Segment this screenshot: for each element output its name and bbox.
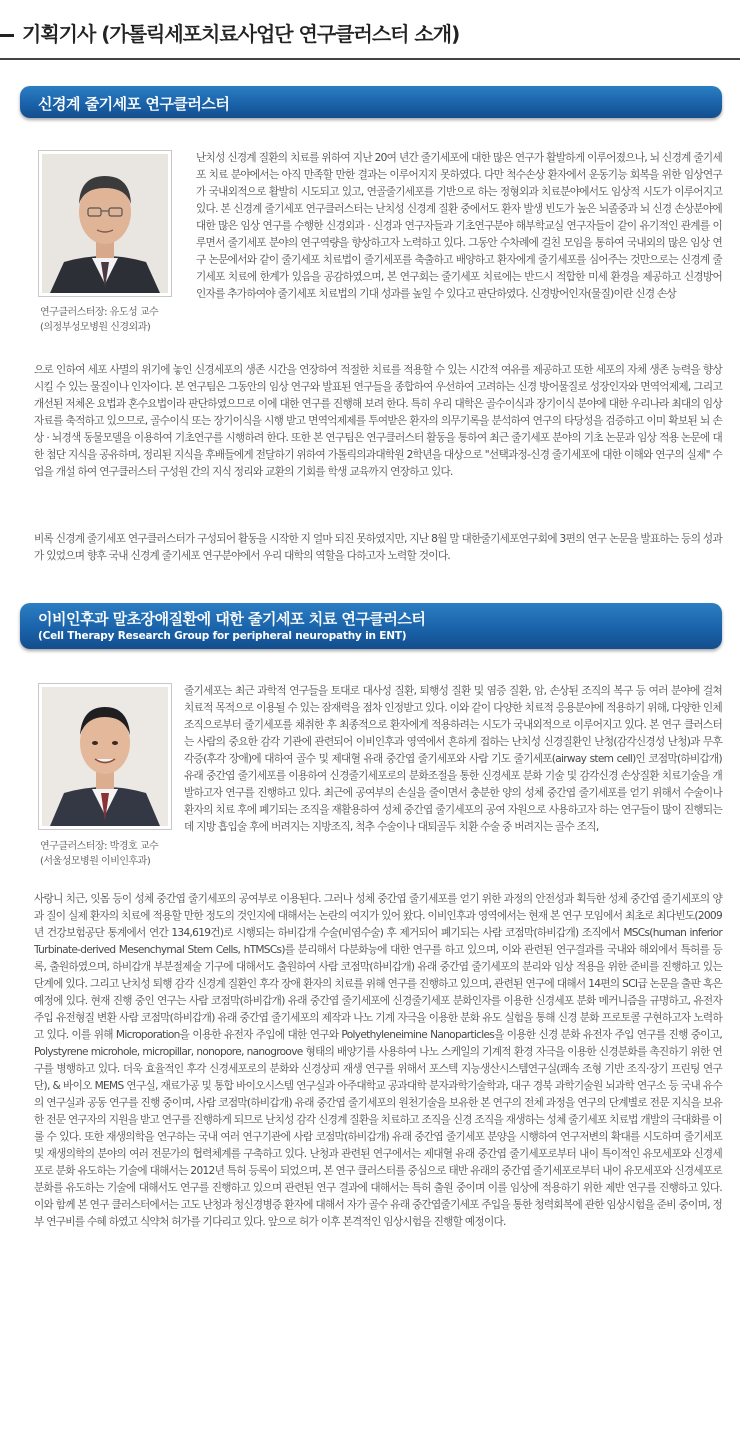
caption-affiliation: (서울성모병원 이비인후과) xyxy=(40,856,151,867)
page-title-text: 기획기사 (가톨릭세포치료사업단 연구클러스터 소개) xyxy=(22,22,460,46)
section2-side-paragraph: 줄기세포는 최근 과학적 연구들을 토대로 대사성 질환, 퇴행성 질환 및 염증 질환, 암, 손상된 조직의 복구 등 여러 분야에 걸쳐 치료적 목적으로 이용될 수 있는 잠재력을 점차 인정받고 있다. 이와 같이 다양한 치료적 응용분야에 적용하기 위해, 다양한 인체조직으로부터 줄기세포를 채취한 후 최종적으로 환자에게 적용하려는 시도가 국내외적으로 이루어지고 있다. 본 연구 클러스터는 사람의 중요한 감각 기관에 관련되어 이비인후과 영역에서 흔하게 접하는 난치성 신경질환인 난청(감각신경성 난청)과 무후각증(후각 장애)에 대하여 골수 및 제대혈 유래 중간엽 줄기세포와 사람 기도 줄기세포(airway stem cell)인 코점막(하비갑개) 유래 중간엽 줄기세포를 이용하여 신경줄기세포로의 분화조절을 통한 신경세포 분화 기술 및 감각신경 손상질환 치료기술을 개발하고자 연구를 진행하고 있다. 최근에 공여부의 손실을 줄이면서 충분한 양의 성체 중간엽 줄기세포를 얻기 위해서 수술이나 환자의 치료 후에 폐기되는 조직을 재활용하여 성체 중간엽 줄기세포의 공여 자원으로 사용하고자 하는 연구들이 많이 진행되는데 지방 흡입술 후에 버려지는 지방조직, 척추 수술이나 대퇴골두 치환 수술 중 버려지는 골수 조직, xyxy=(184,685,722,833)
title-divider xyxy=(0,58,740,60)
section2-subtitle: (Cell Therapy Research Group for peripheral neuropathy in ENT) xyxy=(38,630,407,642)
title-dash xyxy=(0,34,14,37)
section1-closing-paragraph: 비록 신경계 줄기세포 연구클러스터가 구성되어 활동을 시작한 지 얼마 되진 못하였지만, 지난 8월 말 대한줄기세포연구회에 3편의 연구 논문을 발표하는 등의 성과가 있었으며 향후 국내 신경계 줄기세포 연구분야에서 우리 대학의 역할을 다하고자 노력할 것이다. xyxy=(34,533,722,562)
section2-banner xyxy=(20,603,722,649)
caption-affiliation: (의정부성모병원 신경외과) xyxy=(40,322,151,333)
section1-caption xyxy=(40,305,158,335)
section1-full-paragraph: 으로 인하여 세포 사멸의 위기에 놓인 신경세포의 생존 시간을 연장하여 적절한 치료를 적용할 수 있는 시간적 여유를 제공하고 또한 세포의 자체 생존 능력을 향상시킬 수 있는 물질이나 인자이다. 본 연구팀은 그동안의 임상 연구와 발표된 연구들을 종합하여 우선하여 고려하는 신경 방어물질로 성장인자와 면역억제제, 그리고 개선된 저체온 요법과 혼수요법이라 판단하였으므로 이에 대한 연구를 진행해 보려 한다. 특히 우리 대학은 골수이식과 장기이식 분야에 대한 우리나라 최대의 임상 자료를 축적하고 있으므로, 골수이식 또는 장기이식을 시행 받고 면역억제제를 투여받은 환자의 의무기록을 분석하여 연구의 타당성을 검증하고 이미 확보된 뇌 손상 · 뇌경색 동물모델을 이용하여 기초연구를 시행하려 한다. 또한 본 연구팀은 연구클러스터 활동을 통하여 최근 줄기세포 분야의 기초 논문과 임상 적용 논문에 대한 첨단 지식을 공유하며, 정리된 지식을 후배들에게 전달하기 위하여 가톨릭의과대학원 2학년을 대상으로 "선택과정-신경 줄기세포에 대한 이해와 연구의 실제" 수업을 개설 하여 연구클러스터 구성원 간의 지식 정리와 교환의 기회를 학생 교육까지 연장하고 있다. xyxy=(34,364,722,478)
caption-role: 연구클러스터장: 유도성 교수 xyxy=(40,307,159,318)
portrait-image xyxy=(42,687,168,826)
section2-full-paragraph: 사랑니 치근, 잇몸 등이 성체 중간엽 줄기세포의 공여부로 이용된다. 그러나 성체 중간엽 줄기세포를 얻기 위한 과정의 안전성과 획득한 성체 중간엽 줄기세포의 양과 질이 실제 환자의 치료에 적용할 만한 정도의 것인지에 대해서는 논란의 여지가 있어 왔다. 이비인후과 영역에서는 현재 본 연구 모임에서 최초로 최다빈도(2009년 건강보험공단 통계에서 연간 134,619건)로 시행되는 하비갑개 수술(비염수술) 후 제거되어 폐기되는 사람 코점막(하비갑개) 조직에서 MSCs(human inferior Turbinate-derived Mesenchymal Stem Cells, hTMSCs)를 분리해서 다분화능에 대한 연구를 하고 있으며, 이와 관련된 연구결과를 국내와 해외에서 특허를 등록, 출원하였으며, 하비갑개 부분절제술 기구에 대해서도 출원하여 사람 코점막(하비갑개) 유래 중간엽 줄기세포의 분리와 임상 적용을 위한 준비를 진행하고 있는 단계에 있다. 그리고 난치성 퇴행 감각 신경계 질환인 후각 장애 환자의 치료를 위해 연구를 진행하고 있으며, 관련된 연구에 대해서 14편의 SCI급 논문을 출판 혹은 예정에 있다. 현재 진행 중인 연구는 사람 코점막(하비갑개) 유래 중간엽 줄기세포에 신경줄기세포 분화인자를 이용한 신경세포 분화 메커니즘을 규명하고, 유전자 주입 유전형질 변환 사람 코점막(하비갑개) 유래 중간엽 줄기세포의 제작과 나노 기계 자극을 이용한 분화 유도 실험을 통해 신경 분화 프로토콜 구현하고자 노력하고 있다. 이를 위해 Microporation을 이용한 유전자 주입에 대한 연구와 Polyethyleneimine Nanoparticles을 이용한 신경 분화 유전자 주입 연구를 진행 중이고, Polystyrene microhole, micropillar, nonopore, nanogroove 형태의 배양기를 사용하여 나노 스케일의 기계적 환경 자극을 이용한 신경분화를 촉진하기 위한 연구를 병행하고 있다. 더욱 효율적인 후각 신경세포로의 분화와 신경상피 재생 연구를 위해서 포스텍 지능생산시스템연구실(쾌속 조형 기반 조직·장기 프린팅 연구단), & 바이오 MEMS 연구실, 재료가공 및 통합 바이오시스템 연구실과 아주대학교 공과대학 분자과학기술학과, 대구 경북 과학기술원 뇌과학 연구소 등 국내 유수의 연구실과 공동 연구를 진행 중이며, 사람 코점막(하비갑개) 유래 중간엽 줄기세포의 원천기술을 보유한 본 연구의 전체 과정을 연구의 단계별로 전문 지식을 보유한 전문 연구자의 지원을 받고 연구를 진행하게 되므로 난치성 감각 신경계 질환을 치료하고 조직을 신경 조직을 재생하는 성체 줄기세포 치료법 개발의 극대화를 이룰 수 있다. 또한 재생의학을 연구하는 국내 여러 연구기관에 사람 코점막(하비갑개) 유래 중간엽 줄기세포 분양을 시행하여 연구저변의 확대를 시도하며 줄기세포 및 재생의학의 분야의 여러 전문가의 협력체계를 구축하고 있다. 난청과 관련된 연구에서는 제대혈 유래 중간엽 줄기세포로부터 내이 특이적인 유모세포와 신경세포로 분화 유도하는 기술에 대해서는 2012년 특허 등록이 되었으며, 본 연구 클러스터를 중심으로 태반 유래의 중간엽 줄기세포로부터 내이 유모세포와 신경세포로 분화를 유도하는 기술에 대해서도 연구를 진행하고 있으며 관련된 연구 결과에 대해서는 특허 출원 중이며 이를 임상에 적용하기 위한 제반 연구를 진행하고 있다. 이와 함께 본 연구 클러스터에서는 고도 난청과 청신경병증 환자에 대해서 자가 골수 유래 중간엽줄기세포 주입을 통한 청력회복에 관한 임상시험을 준비 중이며, 정부 연구비를 수혜 하였고 식약처 허가를 기다리고 있다. 앞으로 허가 이후 본격적인 임상시험을 진행할 예정이다. xyxy=(34,893,722,1228)
section1-photo xyxy=(38,150,172,297)
section1-side-paragraph: 난치성 신경계 질환의 치료를 위하여 지난 20여 년간 줄기세포에 대한 많은 연구가 활발하게 이루어졌으나, 뇌 신경계 줄기세포 치료 분야에서는 아직 만족할 만한 결과는 이루어지지 못하였다. 다만 척수손상 환자에서 운동기능 회복을 위한 임상연구가 국내외적으로 활발히 시도되고 있고, 연골줄기세포를 기반으로 하는 정형외과 치료분야에서도 임상적 시도가 이루어지고 있다. 본 신경계 줄기세포 연구클러스터는 난치성 신경계 질환 중에서도 환자 발생 빈도가 높은 뇌졸중과 뇌 신경 손상분야에 대한 많은 임상 연구를 수행한 신경외과 · 신경과 연구자들과 기초연구분야 해부학교실 연구자들이 같이 유기적인 관계를 이루면서 줄기세포 분야의 연구역량을 향상하고자 노력하고 있다. 그동안 수차례에 걸친 모임을 통하여 국내외의 많은 임상 연구 논문에서와 같이 줄기세포 치료법이 줄기세포를 축출하고 배양하고 환자에게 줄기세포를 심어주는 것만으로는 신경계 줄기세포 치료에 한계가 있음을 공감하였으며, 본 연구회는 줄기세포 치료에는 반드시 적합한 미세 환경을 제공하고 신경방어인자를 추가하여야 줄기세포 치료법의 기대 성과를 높일 수 있다고 판단하였다. 신경방어인자(물질)이란 신경 손상 xyxy=(196,152,722,300)
section1-title: 신경계 줄기세포 연구클러스터 xyxy=(38,95,230,113)
portrait-image xyxy=(42,154,168,293)
page-title xyxy=(0,14,740,54)
section2-caption xyxy=(40,839,158,869)
section1-banner xyxy=(20,86,722,118)
caption-role: 연구클러스터장: 박경호 교수 xyxy=(40,841,159,852)
section2-title: 이비인후과 말초장애질환에 대한 줄기세포 치료 연구클러스터 xyxy=(38,610,426,628)
section2-photo xyxy=(38,683,172,830)
